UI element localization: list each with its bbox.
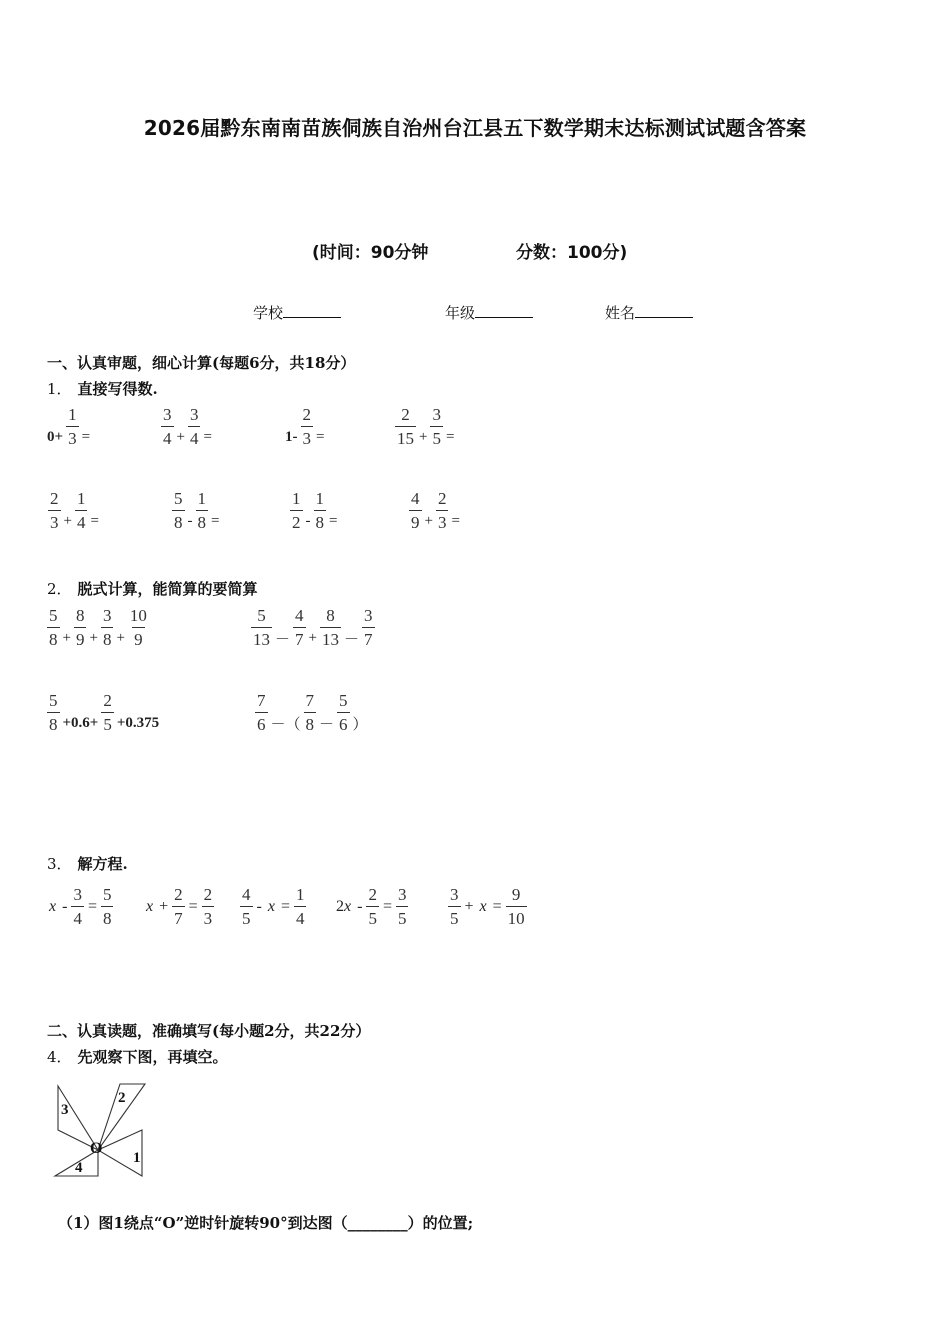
section2-heading: 二、认真读题，准确填写(每小题2分，共22分） [47, 1022, 371, 1040]
operator: + [464, 897, 474, 915]
q1-r2-item4 [408, 490, 462, 531]
label-1: 1 [133, 1150, 141, 1166]
equals: = [90, 513, 99, 529]
operator: + [62, 630, 71, 646]
q1-r1-item3 [283, 406, 326, 447]
fraction: $\frac{3}{5}$ [450, 885, 459, 928]
label-2: 2 [118, 1090, 126, 1106]
equals: = [280, 897, 290, 915]
fraction: $\frac{4}{7}$ [295, 606, 304, 649]
fraction: $\frac{1}{4}$ [295, 885, 305, 928]
label-center-o: O [90, 1140, 103, 1157]
operator: － [319, 717, 335, 733]
term: +0.375 [116, 715, 160, 731]
label-3: 3 [61, 1102, 69, 1118]
q1-r1-item1 [45, 406, 92, 447]
operator: ） [352, 717, 368, 733]
fraction: $\frac{3}{5}$ [397, 885, 407, 928]
operator: + [308, 630, 317, 646]
grade-blank[interactable] [475, 303, 533, 318]
name-blank[interactable] [635, 303, 693, 318]
q3-eq1 [46, 886, 114, 927]
fraction: $\frac{2}{3}$ [302, 405, 311, 448]
variable: x [146, 897, 154, 915]
fraction: $\frac{2}{5}$ [103, 691, 112, 734]
school-blank[interactable] [283, 303, 341, 318]
q3-number: 3． [47, 855, 72, 873]
fraction: $\frac{5}{8}$ [174, 489, 183, 532]
fraction: $\frac{5}{6}$ [339, 691, 348, 734]
fraction: $\frac{9}{10}$ [507, 885, 525, 928]
equals: = [188, 897, 198, 915]
equals: = [445, 429, 455, 445]
variable: x [49, 897, 57, 915]
equals: = [492, 897, 502, 915]
q3-text: 解方程. [77, 855, 128, 873]
term: +0.6+ [62, 715, 99, 731]
fraction: $\frac{3}{5}$ [432, 405, 441, 448]
fraction: $\frac{5}{13}$ [253, 606, 270, 649]
operator: + [89, 630, 98, 646]
variable: x [267, 897, 275, 915]
fraction: $\frac{1}{4}$ [76, 489, 86, 532]
q1-r2-item3 [289, 490, 339, 531]
prefix: 1- [285, 429, 298, 445]
equals: = [382, 897, 392, 915]
q4-text: 先观察下图，再填空。 [77, 1048, 228, 1066]
q4-subquestion-1: （1）图1绕点“O”逆时针旋转90°到达图（________）的位置; [58, 1214, 474, 1232]
fraction: $\frac{3}{4}$ [73, 885, 82, 928]
fraction: $\frac{1}{2}$ [292, 489, 301, 532]
q1-r1-item4 [394, 406, 456, 447]
q3-header [47, 853, 128, 874]
exam-time: (时间：90分钟 [312, 243, 429, 263]
label-4: 4 [75, 1160, 83, 1176]
variable: x [479, 897, 487, 915]
fraction: $\frac{2}{5}$ [368, 885, 377, 928]
fraction: $\frac{4}{9}$ [411, 489, 420, 532]
name-field[interactable] [605, 302, 693, 323]
fraction: $\frac{2}{3}$ [437, 489, 447, 532]
operator: - [305, 513, 311, 529]
name-label: 姓名 [605, 304, 636, 322]
fraction: $\frac{2}{3}$ [50, 489, 59, 532]
operator: + [176, 429, 185, 445]
equals: = [451, 513, 460, 529]
q2-expr2 [250, 607, 376, 648]
fraction: $\frac{1}{8}$ [197, 489, 206, 532]
q1-r2-item1 [47, 490, 101, 531]
fraction: $\frac{3}{4}$ [163, 405, 172, 448]
fraction: $\frac{2}{15}$ [397, 405, 414, 448]
equals: = [211, 513, 220, 529]
operator: - [62, 897, 68, 915]
q1-text: 直接写得数. [77, 380, 158, 398]
equals: = [316, 429, 325, 445]
q3-eq3 [239, 886, 307, 927]
grade-label: 年级 [445, 304, 476, 322]
variable: x [344, 897, 352, 915]
q2-number: 2． [47, 580, 72, 598]
equals: = [81, 429, 91, 445]
operator: - [187, 513, 193, 529]
equals: = [203, 429, 212, 445]
q1-number: 1． [47, 380, 72, 398]
prefix: 0+ [47, 429, 64, 445]
q1-header [47, 378, 158, 399]
operator: + [116, 630, 125, 646]
grade-field[interactable] [445, 302, 533, 323]
q2-expr4 [254, 692, 370, 733]
coefficient: 2 [336, 897, 344, 915]
fraction: $\frac{4}{5}$ [242, 885, 251, 928]
operator: + [424, 513, 433, 529]
operator: －（ [270, 717, 301, 733]
operator: － [343, 632, 359, 648]
fraction: $\frac{3}{7}$ [364, 606, 373, 649]
q1-r1-item2 [160, 406, 214, 447]
operator: + [419, 429, 428, 445]
q2-expr1 [46, 607, 150, 648]
page-title: 2026届黔东南南苗族侗族自治州台江县五下数学期末达标测试试题含答案 [143, 116, 807, 140]
fraction: $\frac{7}{8}$ [305, 691, 315, 734]
q4-number: 4． [47, 1048, 72, 1066]
school-field[interactable] [253, 302, 341, 323]
fraction: $\frac{3}{4}$ [189, 405, 199, 448]
operator: + [159, 897, 169, 915]
equals: = [87, 897, 97, 915]
fraction: $\frac{5}{8}$ [102, 885, 112, 928]
school-label: 学校 [253, 304, 284, 322]
fraction: $\frac{8}{9}$ [75, 606, 85, 649]
fraction: $\frac{10}{9}$ [129, 606, 147, 649]
pinwheel-figure [50, 1078, 152, 1180]
q2-header [47, 578, 258, 599]
equals: = [329, 513, 338, 529]
section1-heading: 一、认真审题，细心计算(每题6分，共18分） [47, 354, 356, 372]
fraction: $\frac{5}{8}$ [49, 691, 58, 734]
q3-eq5 [447, 886, 528, 927]
operator: + [63, 513, 72, 529]
q2-expr3 [46, 692, 161, 733]
operator: - [357, 897, 363, 915]
q3-eq2 [143, 886, 215, 927]
q3-eq4 [333, 886, 409, 927]
fraction: $\frac{5}{8}$ [49, 606, 58, 649]
fraction: $\frac{3}{8}$ [102, 606, 112, 649]
fraction: $\frac{7}{6}$ [257, 691, 266, 734]
fraction: $\frac{1}{8}$ [315, 489, 324, 532]
fraction: $\frac{1}{3}$ [68, 405, 77, 448]
q1-r2-item2 [171, 490, 221, 531]
q4-header [47, 1046, 228, 1067]
fraction: $\frac{2}{7}$ [174, 885, 183, 928]
q2-text: 脱式计算，能简算的要简算 [77, 580, 258, 598]
fraction: $\frac{8}{13}$ [321, 606, 339, 649]
fraction: $\frac{2}{3}$ [203, 885, 213, 928]
operator: － [275, 632, 291, 648]
exam-score: 分数：100分) [516, 243, 628, 263]
operator: - [256, 897, 262, 915]
